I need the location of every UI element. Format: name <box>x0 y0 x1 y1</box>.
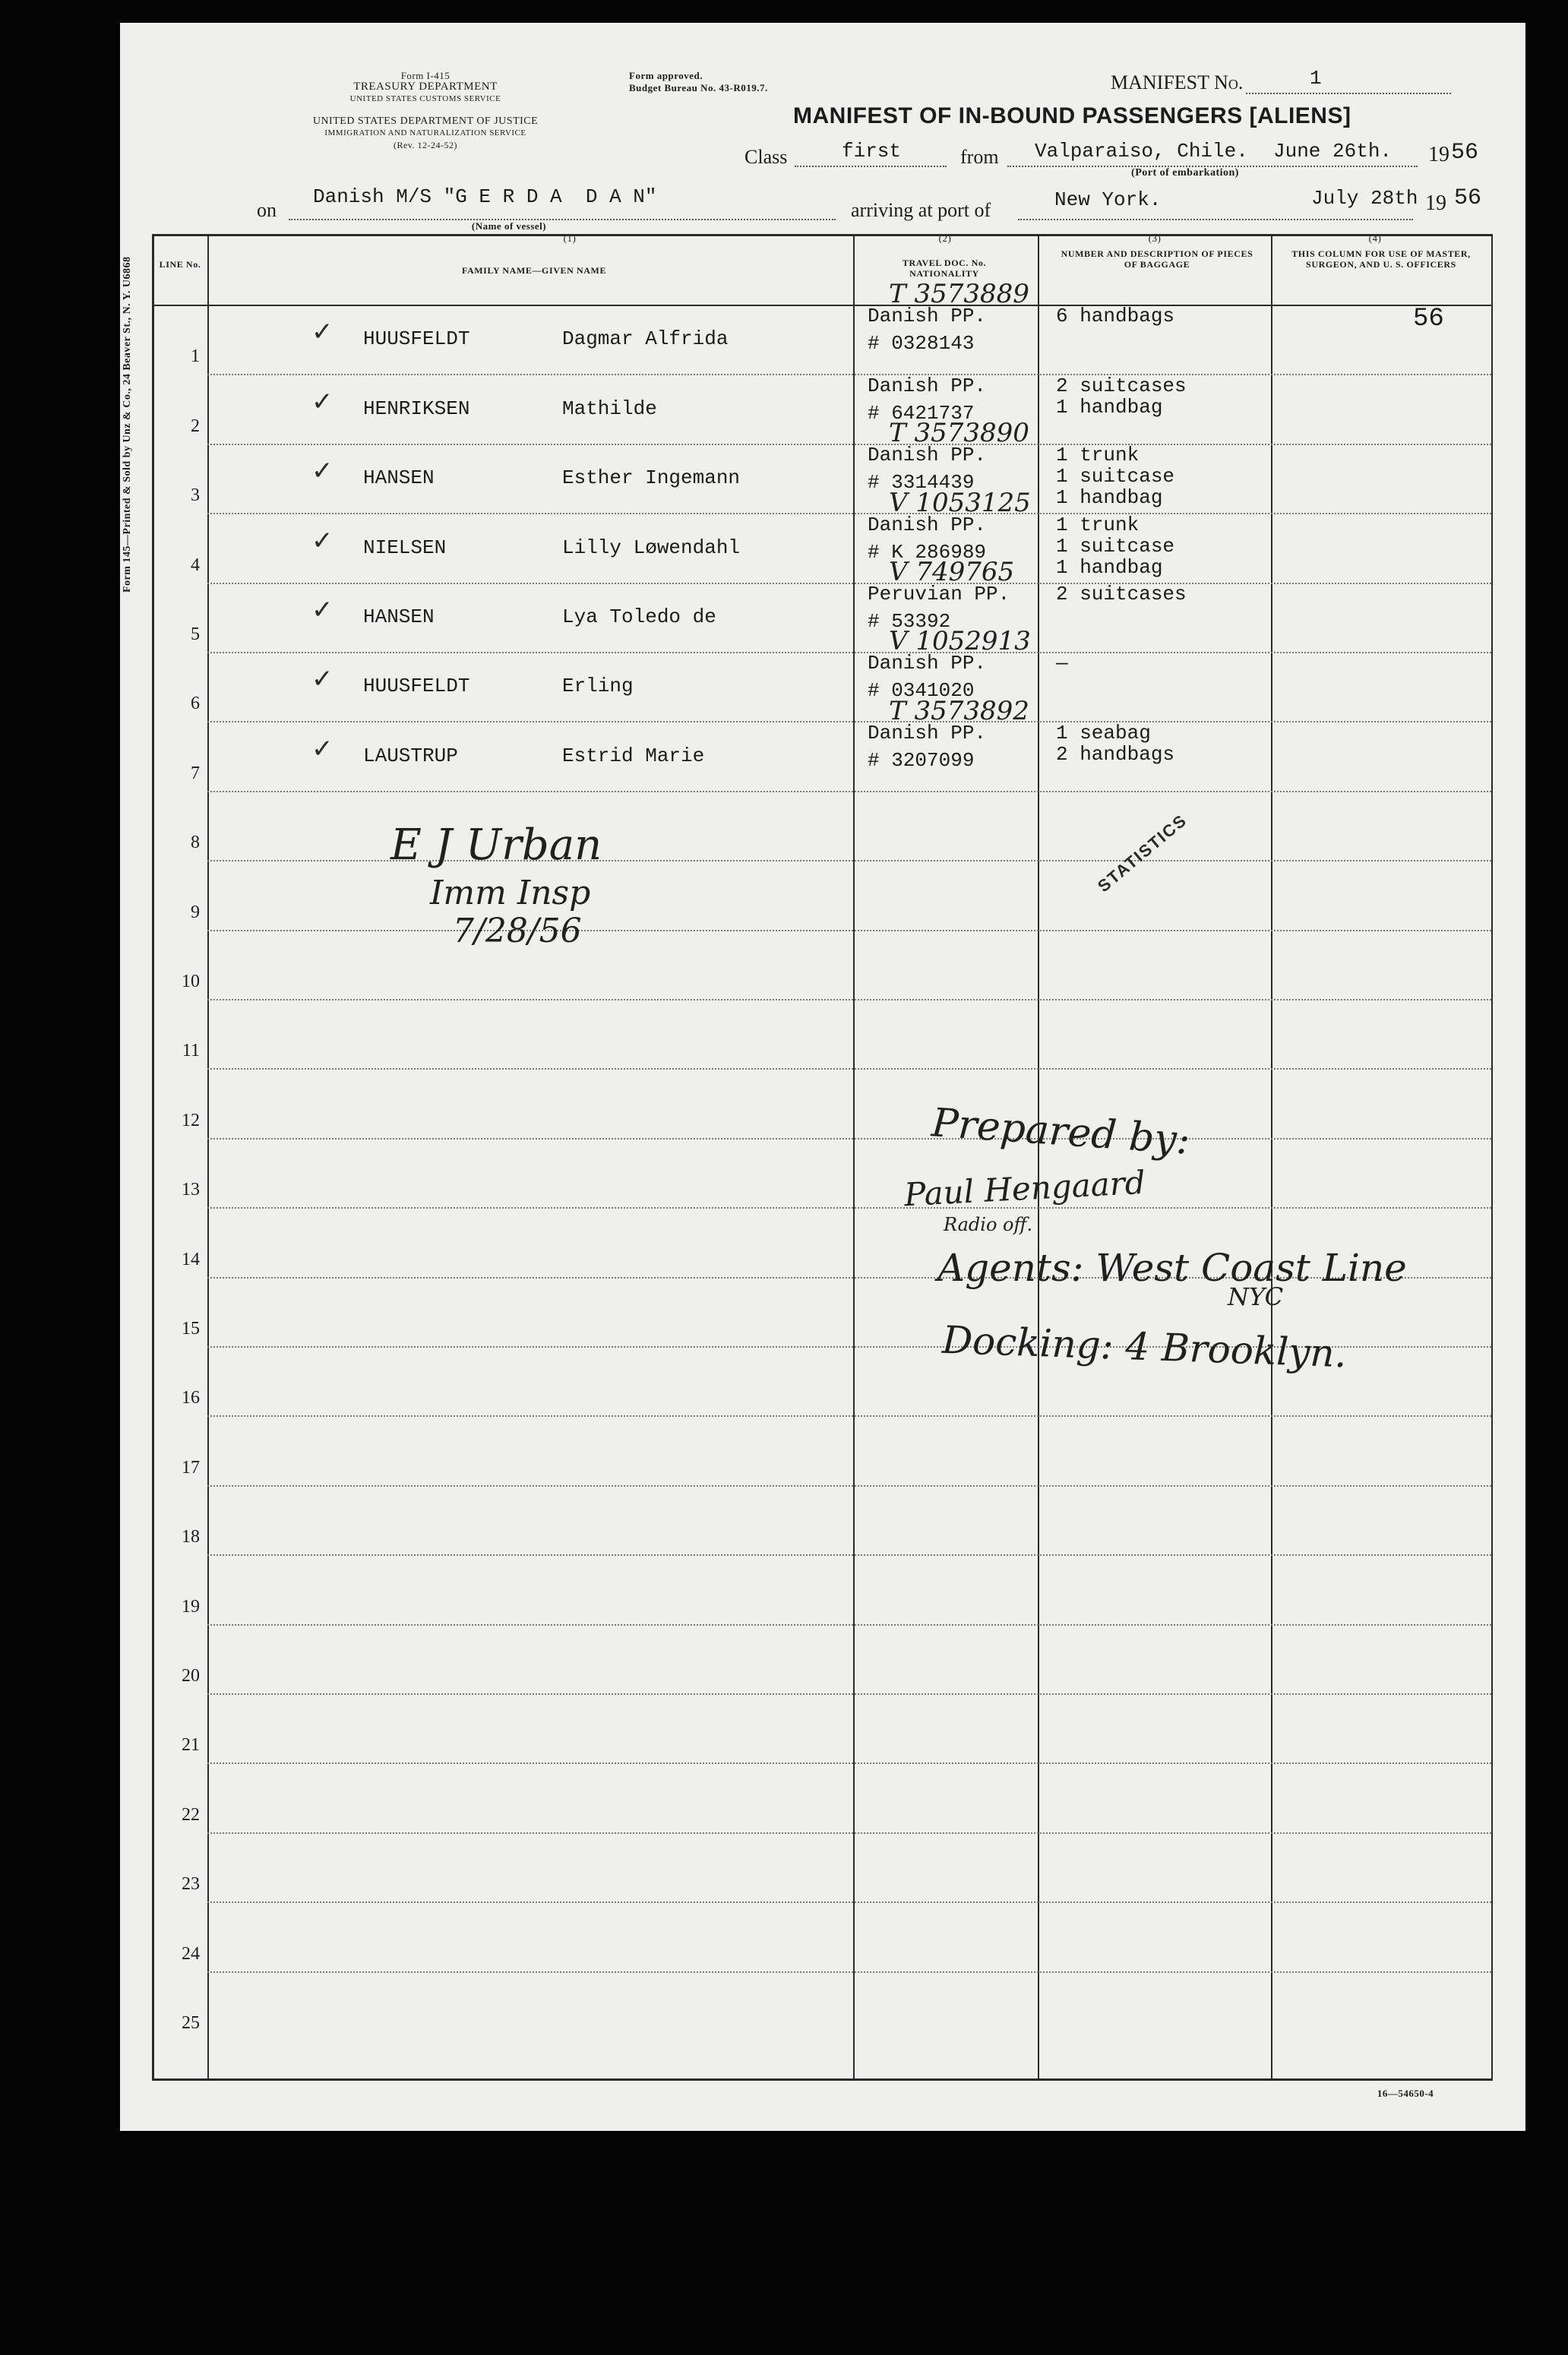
row-rule <box>207 930 1491 931</box>
baggage-line-1: 1 seabag <box>1056 721 1151 744</box>
agents-note: Agents: West Coast Line <box>937 1246 1407 1290</box>
passenger-family-name: HANSEN <box>363 605 435 628</box>
passenger-family-name: LAUSTRUP <box>363 744 458 767</box>
manifest-no-line <box>1246 93 1451 94</box>
visa-annotation: V 749765 <box>889 557 1015 587</box>
check-mark-icon: ✓ <box>311 664 334 695</box>
treasury-label: TREASURY DEPARTMENT <box>353 81 498 93</box>
page-title: MANIFEST OF IN-BOUND PASSENGERS [ALIENS] <box>793 103 1351 128</box>
check-mark-icon: ✓ <box>311 733 334 764</box>
customs-label: UNITED STATES CUSTOMS SERVICE <box>349 94 501 103</box>
row-rule <box>207 1832 1491 1834</box>
inspector-signature: E J Urban <box>390 820 602 870</box>
line-number: 3 <box>191 485 200 506</box>
budget-bureau: Budget Bureau No. 43-R019.7. <box>629 82 768 93</box>
printer-imprint: Form 145—Printed & Sold by Unz & Co., 24 Beaver St., N. Y. U6868 <box>122 256 133 593</box>
visa-annotation: V 1053125 <box>889 487 1031 518</box>
from-label: from <box>960 146 999 168</box>
line-number: 2 <box>191 416 200 436</box>
check-mark-icon: ✓ <box>311 456 334 487</box>
date-from-year: 56 <box>1451 140 1479 166</box>
visa-annotation: V 1052913 <box>889 626 1031 657</box>
baggage-line-3: 1 handbag <box>1056 486 1163 510</box>
manifest-no-label: MANIFEST No. <box>1111 71 1244 93</box>
baggage-line-2: 1 suitcase <box>1056 534 1175 558</box>
passenger-nationality: Danish PP. <box>868 374 987 397</box>
baggage-line-1: 2 suitcases <box>1056 583 1187 605</box>
line-number: 20 <box>182 1666 200 1686</box>
visa-annotation: T 3573889 <box>889 279 1029 310</box>
line-number: 16 <box>182 1388 200 1408</box>
passenger-nationality: Danish PP. <box>868 305 987 328</box>
baggage-line-3: 1 handbag <box>1056 555 1163 579</box>
rev-label: (Rev. 12-24-52) <box>393 140 458 150</box>
line-number: 8 <box>191 833 200 853</box>
officer-note: 56 <box>1413 305 1444 334</box>
vessel-note: (Name of vessel) <box>471 220 547 232</box>
footer-code: 16—54650-4 <box>1377 2088 1434 2099</box>
line-number: 13 <box>182 1180 200 1200</box>
arrive-year-prefix: 19 <box>1425 191 1446 215</box>
row-rule <box>207 1762 1491 1764</box>
row-rule <box>207 1554 1491 1556</box>
arrive-year: 56 <box>1454 185 1482 211</box>
inspection-date: 7/28/56 <box>453 912 582 950</box>
passenger-family-name: HANSEN <box>363 466 435 490</box>
col-1-label: (1) <box>563 232 577 244</box>
passenger-family-name: HUUSFELDT <box>363 327 470 351</box>
passenger-given-name: Mathilde <box>562 397 657 420</box>
passenger-doc-number: # 6421737 <box>868 401 975 425</box>
row-rule <box>207 444 1491 445</box>
baggage-line-1: 1 trunk <box>1056 513 1140 536</box>
header-name: FAMILY NAME—GIVEN NAME <box>461 265 607 276</box>
passenger-nationality: Danish PP. <box>868 721 987 744</box>
line-number: 18 <box>182 1527 200 1547</box>
inspector-title: Imm Insp <box>430 874 591 912</box>
line-number: 15 <box>182 1319 200 1339</box>
header-line-no: LINE No. <box>159 259 201 270</box>
passenger-doc-number: # 3314439 <box>868 471 975 495</box>
line-number: 22 <box>182 1804 200 1825</box>
passenger-family-name: HUUSFELDT <box>363 675 470 698</box>
line-number: 6 <box>191 694 200 714</box>
on-label: on <box>257 199 277 221</box>
row-rule <box>207 721 1491 722</box>
ins-label: IMMIGRATION AND NATURALIZATION SERVICE <box>324 128 526 138</box>
row-rule <box>207 1971 1491 1973</box>
row-rule <box>207 999 1491 1000</box>
docking-note: Docking: 4 Brooklyn. <box>941 1317 1348 1377</box>
row-rule <box>207 583 1491 584</box>
col-3-label: (3) <box>1148 232 1162 244</box>
line-number: 24 <box>182 1943 200 1964</box>
check-mark-icon: ✓ <box>311 386 334 417</box>
col-4-label: (4) <box>1368 232 1382 244</box>
prepared-role: Radio off. <box>944 1214 1033 1235</box>
line-number: 4 <box>191 555 200 575</box>
passenger-table <box>152 234 1493 2081</box>
row-rule <box>207 1138 1491 1140</box>
row-rule <box>207 1901 1491 1903</box>
header-baggage: NUMBER AND DESCRIPTION OF PIECES OF BAGGAGE <box>1061 248 1253 270</box>
arriving-line <box>1018 219 1413 220</box>
date-from-year-prefix: 19 <box>1428 143 1449 166</box>
line-number: 10 <box>182 972 200 991</box>
row-rule <box>207 1207 1491 1209</box>
passenger-nationality: Danish PP. <box>868 652 987 675</box>
justice-label: UNITED STATES DEPARTMENT OF JUSTICE <box>312 115 539 127</box>
row-rule <box>207 791 1491 792</box>
from-value: Valparaiso, Chile. <box>1035 140 1248 163</box>
header-divider <box>154 305 1491 306</box>
baggage-line-1: — <box>1056 652 1068 675</box>
date-from: June 26th. <box>1273 140 1393 163</box>
passenger-doc-number: # 53392 <box>868 610 951 633</box>
row-rule <box>207 652 1491 653</box>
baggage-line-2: 2 handbags <box>1056 742 1175 766</box>
row-rule <box>207 513 1491 514</box>
passenger-nationality: Danish PP. <box>868 444 987 467</box>
line-number: 9 <box>191 902 200 922</box>
arriving-label: arriving at port of <box>851 199 991 221</box>
passenger-given-name: Dagmar Alfrida <box>562 327 729 351</box>
line-number: 5 <box>191 624 200 644</box>
baggage-line-1: 2 suitcases <box>1056 374 1187 397</box>
line-number: 19 <box>182 1596 200 1617</box>
passenger-given-name: Erling <box>562 675 634 698</box>
baggage-line-2: 1 suitcase <box>1056 465 1175 488</box>
form-number: Form I-415 <box>400 70 450 81</box>
line-number: 14 <box>182 1249 200 1269</box>
baggage-line-2: 1 handbag <box>1056 395 1163 419</box>
passenger-nationality: Danish PP. <box>868 513 987 536</box>
line-number: 25 <box>182 2013 200 2033</box>
passenger-given-name: Lya Toledo de <box>562 605 716 628</box>
prepared-name: Paul Hengaard <box>903 1163 1146 1214</box>
vessel-name: Danish M/S "G E R D A D A N" <box>313 185 657 208</box>
passenger-doc-number: # 3207099 <box>868 748 975 772</box>
passenger-given-name: Estrid Marie <box>562 744 705 767</box>
baggage-line-1: 6 handbags <box>1056 305 1175 328</box>
line-number: 12 <box>182 1110 200 1130</box>
check-mark-icon: ✓ <box>311 595 334 625</box>
col-2-label: (2) <box>938 232 952 244</box>
manifest-no-value: 1 <box>1310 67 1322 90</box>
prepared-by: Prepared by: <box>930 1100 1192 1164</box>
class-label: Class <box>744 146 788 168</box>
line-number: 1 <box>191 346 200 367</box>
passenger-nationality: Peruvian PP. <box>868 583 1010 605</box>
passenger-doc-number: # K 286989 <box>868 540 987 564</box>
line-number: 11 <box>182 1041 200 1061</box>
row-rule <box>207 374 1491 375</box>
port-embarkation-note: (Port of embarkation) <box>1131 167 1239 179</box>
row-rule <box>207 1415 1491 1417</box>
arrive-date: July 28th <box>1311 187 1418 210</box>
baggage-line-1: 1 trunk <box>1056 444 1140 467</box>
line-number: 7 <box>191 763 200 783</box>
header-officers: THIS COLUMN FOR USE OF MASTER, SURGEON, AND U. S. OFFICERS <box>1291 248 1471 270</box>
agents-city: NYC <box>1228 1282 1284 1311</box>
passenger-given-name: Esther Ingemann <box>562 466 741 490</box>
row-rule <box>207 1485 1491 1487</box>
line-number: 17 <box>182 1457 200 1478</box>
line-number: 21 <box>182 1735 200 1756</box>
class-value: first <box>842 140 902 163</box>
row-rule <box>207 1693 1491 1695</box>
check-mark-icon: ✓ <box>311 525 334 556</box>
class-line <box>795 166 947 167</box>
arriving-port: New York. <box>1054 188 1162 211</box>
passenger-doc-number: # 0328143 <box>868 332 975 356</box>
statistics-stamp: STATISTICS <box>1094 810 1191 896</box>
header-travel: TRAVEL DOC. No. NATIONALITY <box>902 258 987 279</box>
passenger-family-name: HENRIKSEN <box>363 397 470 420</box>
row-rule <box>207 1068 1491 1070</box>
visa-annotation: T 3573892 <box>889 695 1029 726</box>
passenger-family-name: NIELSEN <box>363 536 447 559</box>
row-rule <box>207 1624 1491 1626</box>
form-approved: Form approved. <box>629 70 703 81</box>
passenger-doc-number: # 0341020 <box>868 679 975 703</box>
visa-annotation: T 3573890 <box>889 418 1029 449</box>
passenger-given-name: Lilly Løwendahl <box>562 536 741 559</box>
check-mark-icon: ✓ <box>311 317 334 348</box>
line-number: 23 <box>182 1874 200 1895</box>
